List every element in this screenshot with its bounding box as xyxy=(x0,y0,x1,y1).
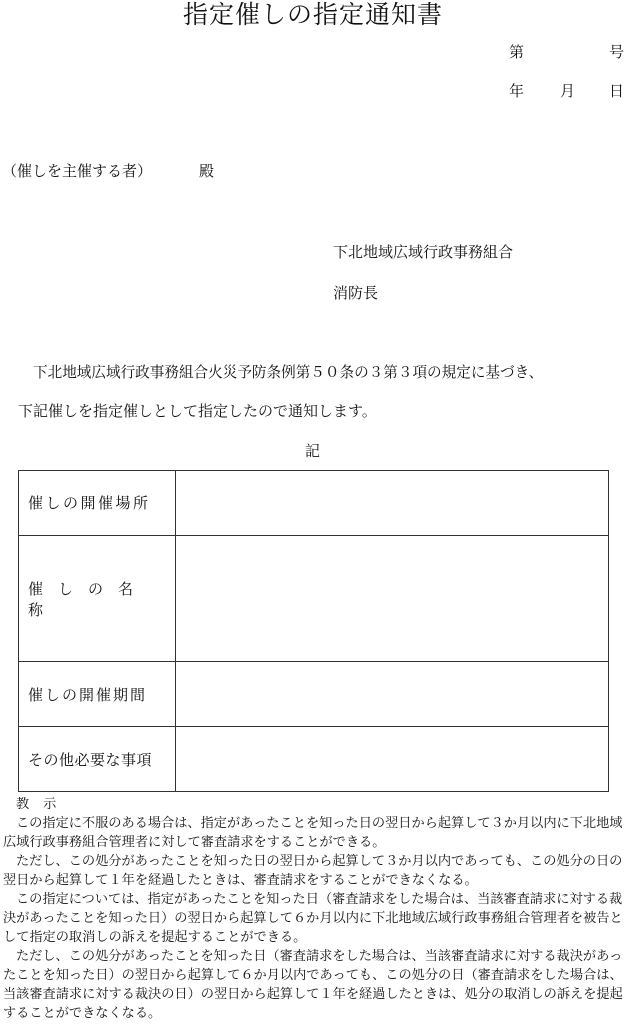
row-label-venue: 催しの開催場所 xyxy=(19,471,176,536)
row-label-period: 催しの開催期間 xyxy=(19,662,176,727)
intro-line-1: 下北地域広域行政事務組合火災予防条例第５０条の３第３項の規定に基づき、 xyxy=(33,364,544,381)
table-row xyxy=(19,727,609,792)
number-prefix: 第 xyxy=(509,43,525,61)
table-row xyxy=(19,535,609,662)
sender-title: 消防長 xyxy=(333,284,379,302)
row-value-name xyxy=(176,535,609,662)
row-value-other xyxy=(176,727,609,792)
date-day: 日 xyxy=(609,82,625,100)
instructions-heading: 教示 xyxy=(16,797,71,812)
date-month: 月 xyxy=(560,82,576,100)
date-year: 年 xyxy=(509,82,525,100)
row-label-other: その他必要な事項 xyxy=(19,727,176,792)
row-label-name: 催しの名称 xyxy=(19,535,176,662)
addressee-honorific: 殿 xyxy=(199,162,215,180)
row-value-venue xyxy=(176,471,609,536)
instructions-section xyxy=(0,795,626,1023)
number-suffix: 号 xyxy=(609,43,625,61)
row-value-period xyxy=(176,662,609,727)
instruction-paragraph: この指定に不服のある場合は、指定があったことを知った日の翌日から起算して３か月以内に下北地域広域行政事務組合管理者に対して審査請求をすることができる。 xyxy=(3,816,623,850)
instruction-paragraph: ただし、この処分があったことを知った日（審査請求をした場合は、当該審査請求に対する裁決があったことを知った日）の翌日から起算して６か月以内であっても、この処分の日（審査請求をした場合は、当該審査請求に対する裁決の日）の翌日から起算して１年を経過したときは、処分の取消しの訴えを提起することができなくなる。 xyxy=(3,949,623,1021)
document-title: 指定催しの指定通知書 xyxy=(182,0,443,29)
table-row xyxy=(19,471,609,536)
sender-organization: 下北地域広域行政事務組合 xyxy=(333,243,514,261)
instruction-paragraph: ただし、この処分があったことを知った日の翌日から起算して３か月以内であっても、この処分の日の翌日から起算して１年を経過したときは、審査請求をすることができなくなる。 xyxy=(3,854,623,888)
details-table xyxy=(18,470,609,792)
table-row xyxy=(19,662,609,727)
intro-line-2: 下記催しを指定催しとして指定したので通知します。 xyxy=(18,402,377,420)
instruction-paragraph: この指定については、指定があったことを知った日（審査請求をした場合は、当該審査請求に対する裁決があったことを知った日）の翌日から起算して６か月以内に下北地域広域行政事務組合管理者を被告として指定の取消しの訴えを提起することができる。 xyxy=(3,892,623,945)
ki-heading: 記 xyxy=(305,442,321,460)
addressee-name: （催しを主催する者） xyxy=(2,162,153,180)
